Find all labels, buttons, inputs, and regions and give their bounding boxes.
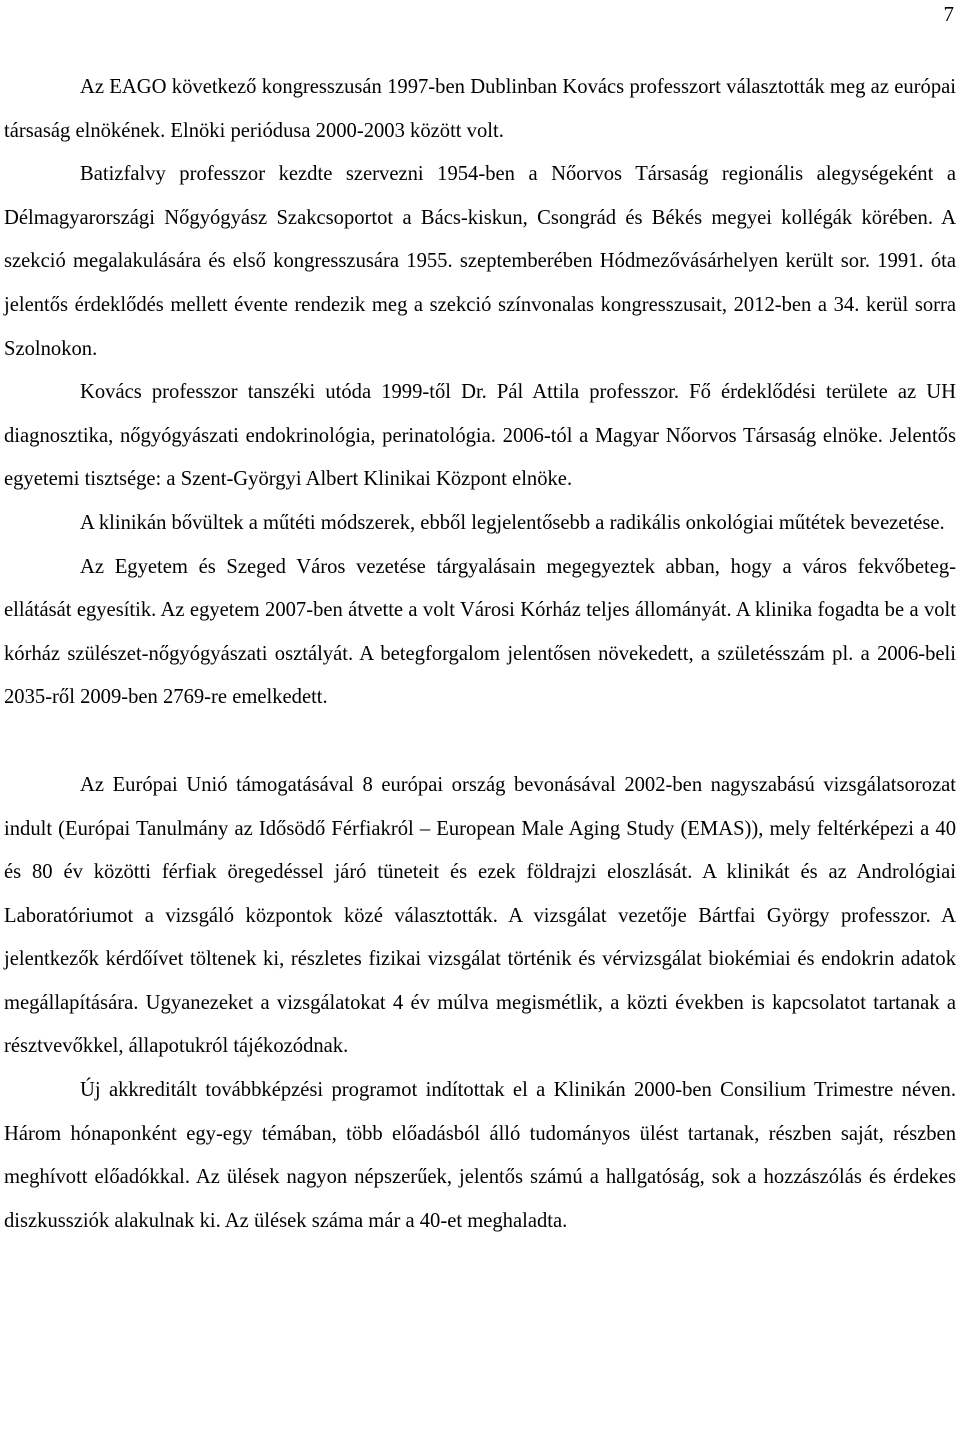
paragraph-consilium-trimestre: Új akkreditált továbbképzési programot indítottak el a Klinikán 2000-ben Consilium Trimestre néven. Három hónaponként egy-egy témában, több előadásból álló tudományos ülést tartanak, részben saját, részben meghívott előadókkal. Az ülések nagyon népszerűek, jelentős számú a hallgatóság, sok a hozzászólás és érdekes diszkussziók alakulnak ki. Az ülések száma már a 40-et meghaladta.	[4, 1079, 956, 1232]
paragraph-eago-presidency: Az EAGO következő kongresszusán 1997-ben Dublinban Kovács professzort választották meg az európai társaság elnökének. Elnöki periódusa 2000-2003 között volt.	[4, 76, 956, 142]
paragraph-surgical-methods: A klinikán bővültek a műtéti módszerek, ebből legjelentősebb a radikális onkológiai műtétek bevezetése.	[80, 511, 945, 534]
paragraph-successor: Kovács professzor tanszéki utóda 1999-től Dr. Pál Attila professzor. Fő érdeklődési területe az UH diagnosztika, nőgyógyászati endokrinológia, perinatológia. 2006-tól a Magyar Nőorvos Társaság elnöke. Jelentős egyetemi tisztsége: a Szent-Györgyi Albert Klinikai Központ elnöke.	[4, 381, 956, 491]
paragraph-emas-study: Az Európai Unió támogatásával 8 európai ország bevonásával 2002-ben nagyszabású vizsgálatsorozat indult (Európai Tanulmány az Idősödő Férfiakról – European Male Aging Study (EMAS)), mely feltérképezi a 40 és 80 év közötti férfiak öregedéssel járó tüneteit és ezek földrajzi eloszlását. A klinikát és az Andrológiai Laboratóriumot a vizsgáló központok közé választották. A vizsgálat vezetője Bártfai György professzor. A jelentkezők kérdőívet töltenek ki, részletes fizikai vizsgálat történik és vérvizsgálat biokémiai és endokrin adatok megállapítására. Ugyanezeket a vizsgálatokat 4 év múlva megismétlik, a közti években is kapcsolatot tartanak a résztvevőkkel, állapotukról tájékozódnak.	[4, 773, 956, 1058]
document-body	[4, 66, 956, 1243]
paragraph-city-hospital: Az Egyetem és Szeged Város vezetése tárgyalásain megegyeztek abban, hogy a város fekvőbeteg-ellátását egyesítik. Az egyetem 2007-ben átvette a volt Városi Kórház teljes állományát. A klinika fogadta be a volt kórház szülészet-nőgyógyászati osztályát. A betegforgalom jelentősen növekedett, a születésszám pl. a 2006-beli 2035-ről 2009-ben 2769-re emelkedett.	[4, 555, 956, 709]
paragraph-regional-section: Batizfalvy professzor kezdte szervezni 1954-ben a Nőorvos Társaság regionális alegységeként a Délmagyarországi Nőgyógyász Szakcsoportot a Bács-kiskun, Csongrád és Békés megyei kollégák körében. A szekció megalakulására és első kongresszusára 1955. szeptemberében Hódmezővásárhelyen került sor. 1991. óta jelentős érdeklődés mellett évente rendezik meg a szekció színvonalas kongresszusait, 2012-ben a 34. kerül sorra Szolnokon.	[4, 163, 956, 360]
page-number: 7	[943, 2, 954, 26]
